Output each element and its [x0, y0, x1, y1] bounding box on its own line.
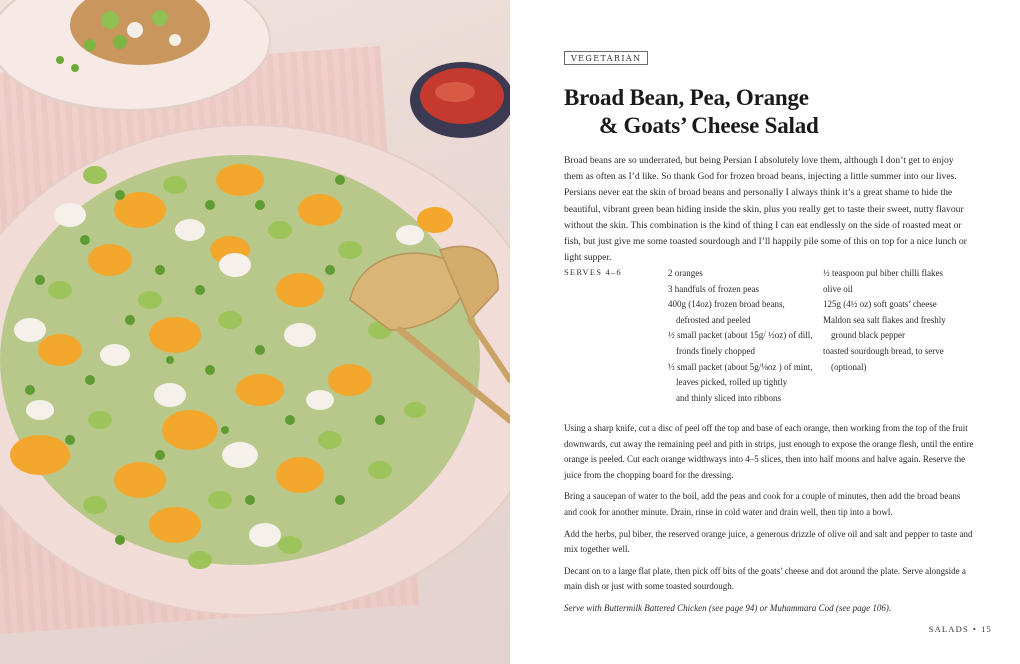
ingredient-line: ½ small packet (about 15g/ ½oz) of dill, [668, 330, 813, 341]
section-name: SALADS [928, 624, 969, 634]
ingredient-line: ground black pepper [831, 330, 905, 341]
ingredient-line: Maldon sea salt flakes and freshly [823, 314, 946, 325]
category-tag: VEGETARIAN [564, 51, 648, 65]
serve-with-note: Serve with Buttermilk Battered Chicken (see page 94) or Muhammara Cod (see page 106). [564, 602, 892, 613]
ingredients-column-2 [823, 266, 983, 375]
recipe-page [510, 0, 1020, 664]
ingredient-line: toasted sourdough bread, to serve [823, 345, 944, 356]
ingredient-line: 3 handfuls of frozen peas [668, 283, 759, 294]
ingredient-line: defrosted and peeled [676, 314, 751, 325]
ingredient-line: and thinly sliced into ribbons [676, 392, 781, 403]
page-number: 15 [981, 624, 992, 634]
serves-label: SERVES 4–6 [564, 267, 622, 277]
ingredient-line: (optional) [831, 361, 867, 372]
recipe-title-line-2: & Goats’ Cheese Salad [599, 113, 819, 138]
ingredient-line: ⅓ small packet (about 5g/⅛oz ) of mint, [668, 361, 813, 372]
ingredient-line: 2 oranges [668, 268, 703, 278]
ingredient-line: olive oil [823, 283, 853, 294]
ingredient-line: 125g (4½ oz) soft goats’ cheese [823, 299, 937, 310]
method-step: Bring a saucepan of water to the boil, add the peas and cook for a couple of minutes, then add the broad beans and cook for another minute. Drain, rinse in cold water and drain well, then tip into a bowl. [564, 491, 961, 517]
ingredient-line: leaves picked, rolled up tightly [676, 377, 788, 388]
footer-separator: • [972, 624, 978, 634]
method-steps [564, 421, 974, 623]
recipe-title [564, 84, 819, 140]
method-step: Decant on to a large flat plate, then pick off bits of the goats’ cheese and dot around the plate. Serve alongside a main dish or just with some toasted sourdough. [564, 565, 966, 592]
method-step: Add the herbs, pul biber, the reserved orange juice, a generous drizzle of olive oil and salt and pepper to taste and mix together well. [564, 528, 973, 555]
method-step: Using a sharp knife, cut a disc of peel off the top and base of each orange, then working from the top of the fruit downwards, cut away the remaining peel and pith in strips, just enough to expose the orange flesh, until the entire orange is peeled. Cut each orange widthways into 4–5 slices, then into half moons and halve again. Reserve the juice from the chopping board for the dressing. [564, 423, 974, 480]
ingredient-line: fronds finely chopped [676, 345, 755, 356]
ingredients-column-1 [668, 266, 818, 406]
ingredient-line: 400g (14oz) frozen broad beans, [668, 299, 785, 310]
ingredient-line: ½ teaspoon pul biber chilli flakes [823, 268, 943, 278]
side-plate-icon [0, 0, 270, 110]
recipe-intro: Broad beans are so underrated, but being Persian I absolutely love them, although I don’t get to enjoy them as often as I’d like. So thank God for frozen broad beans, injecting a little summer into our lives. Persians never eat the skin of broad beans and personally I always think it’s a great shame to hide the beautiful, vibrant green bean hiding inside the skin, plus you really get to taste their sweet, nutty flavour without the skin. This combination is the kind of thing I can eat endlessly on the side of roasted meat or fish, but just give me some toasted sourdough and I’ll happily pile some of this on top for a nice lunch or light supper. [564, 155, 967, 264]
page-footer [929, 624, 992, 634]
recipe-title-line-1: Broad Bean, Pea, Orange [564, 85, 809, 110]
chilli-flakes-bowl-icon [410, 62, 510, 138]
